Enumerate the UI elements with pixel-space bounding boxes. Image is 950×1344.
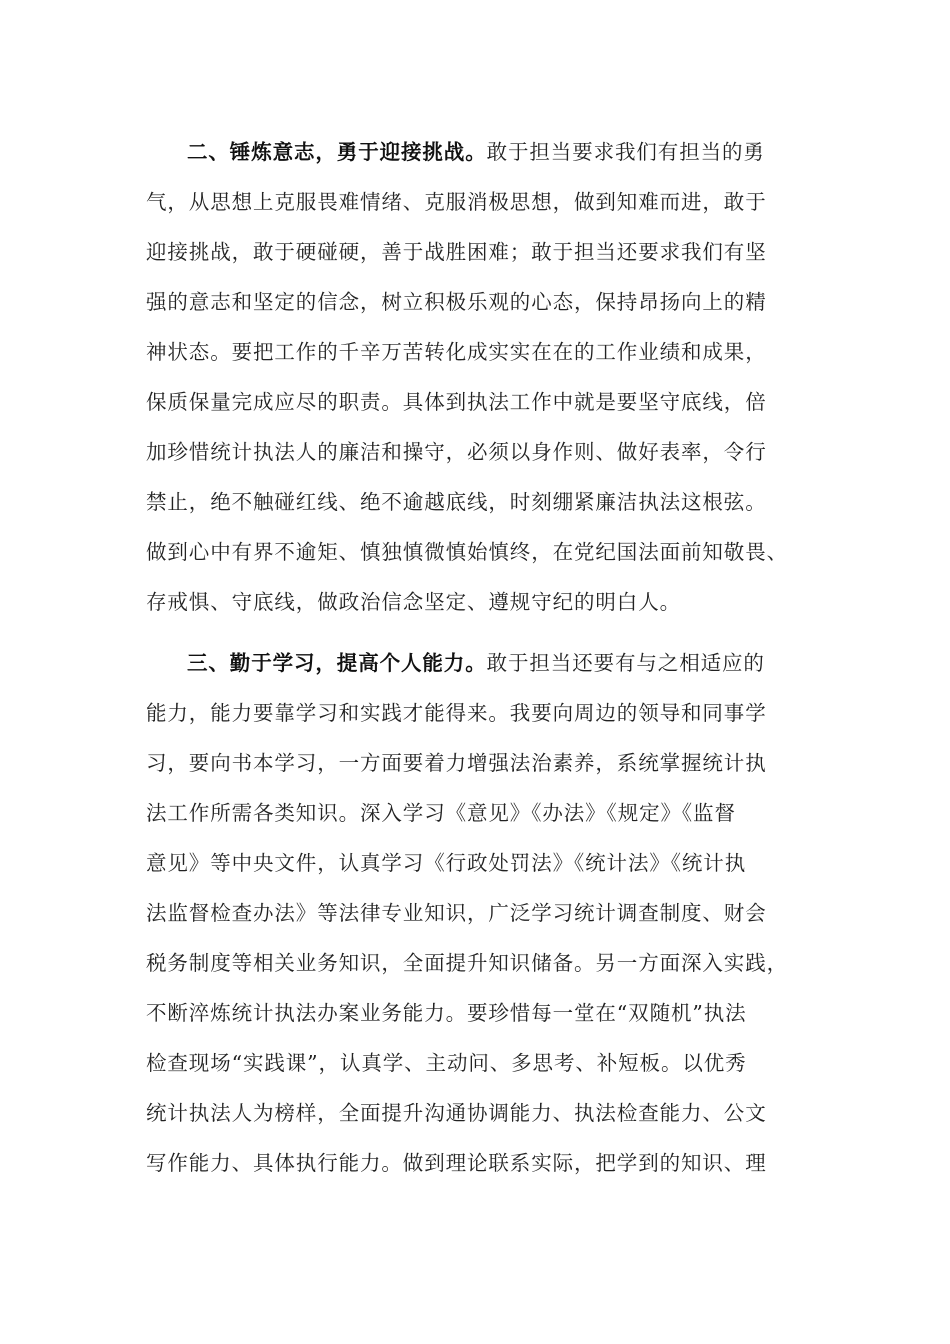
paragraph-line: 写作能力、具体执行能力。做到理论联系实际，把学到的知识、理 [146,1151,767,1175]
paragraph-line: 法工作所需各类知识。深入学习《意见》《办法》《规定》《监督 [146,801,736,825]
paragraph-line-1 [187,137,765,167]
paragraph-line: 税务制度等相关业务知识，全面提升知识储备。另一方面深入实践， [146,951,788,975]
paragraph-line: 迎接挑战，敢于硬碰硬，善于战胜困难；敢于担当还要求我们有坚 [146,240,767,264]
paragraph-line: 不断淬炼统计执法办案业务能力。要珍惜每一堂在“双随机”执法 [146,1001,747,1025]
paragraph-line: 存戒惧、守底线，做政治信念坚定、遵规守纪的明白人。 [146,590,681,614]
paragraph-line: 法监督检查办法》等法律专业知识，广泛学习统计调查制度、财会 [146,901,767,925]
paragraph-line: 保质保量完成应尽的职责。具体到执法工作中就是要坚守底线，倍 [146,390,767,414]
paragraph-line: 习，要向书本学习，一方面要着力增强法治素养，系统掌握统计执 [146,751,767,775]
paragraph-line: 神状态。要把工作的千辛万苦转化成实实在在的工作业绩和成果， [146,340,767,364]
paragraph-line: 禁止，绝不触碰红线、绝不逾越底线，时刻绷紧廉洁执法这根弦。 [146,490,767,514]
paragraph-line: 做到心中有界不逾矩、慎独慎微慎始慎终，在党纪国法面前知敬畏、 [146,540,788,564]
paragraph-line: 意见》等中央文件，认真学习《行政处罚法》《统计法》《统计执 [146,851,747,875]
section-heading: 二、锤炼意志，勇于迎接挑战。 [187,140,487,164]
paragraph-text: 敢于担当要求我们有担当的勇 [486,140,765,164]
paragraph-line-1 [187,648,765,678]
paragraph-line: 能力，能力要靠学习和实践才能得来。我要向周边的领导和同事学 [146,701,767,725]
paragraph-text: 敢于担当还要有与之相适应的 [486,651,765,675]
paragraph-line: 加珍惜统计执法人的廉洁和操守，必须以身作则、做好表率，令行 [146,440,767,464]
paragraph-line: 检查现场“实践课”，认真学、主动问、多思考、补短板。以优秀 [146,1051,747,1075]
section-heading: 三、勤于学习，提高个人能力。 [187,651,487,675]
paragraph-line: 气，从思想上克服畏难情绪、克服消极思想，做到知难而进，敢于 [146,190,767,214]
paragraph-line: 强的意志和坚定的信念，树立积极乐观的心态，保持昂扬向上的精 [146,290,767,314]
paragraph-line: 统计执法人为榜样，全面提升沟通协调能力、执法检查能力、公文 [146,1101,767,1125]
